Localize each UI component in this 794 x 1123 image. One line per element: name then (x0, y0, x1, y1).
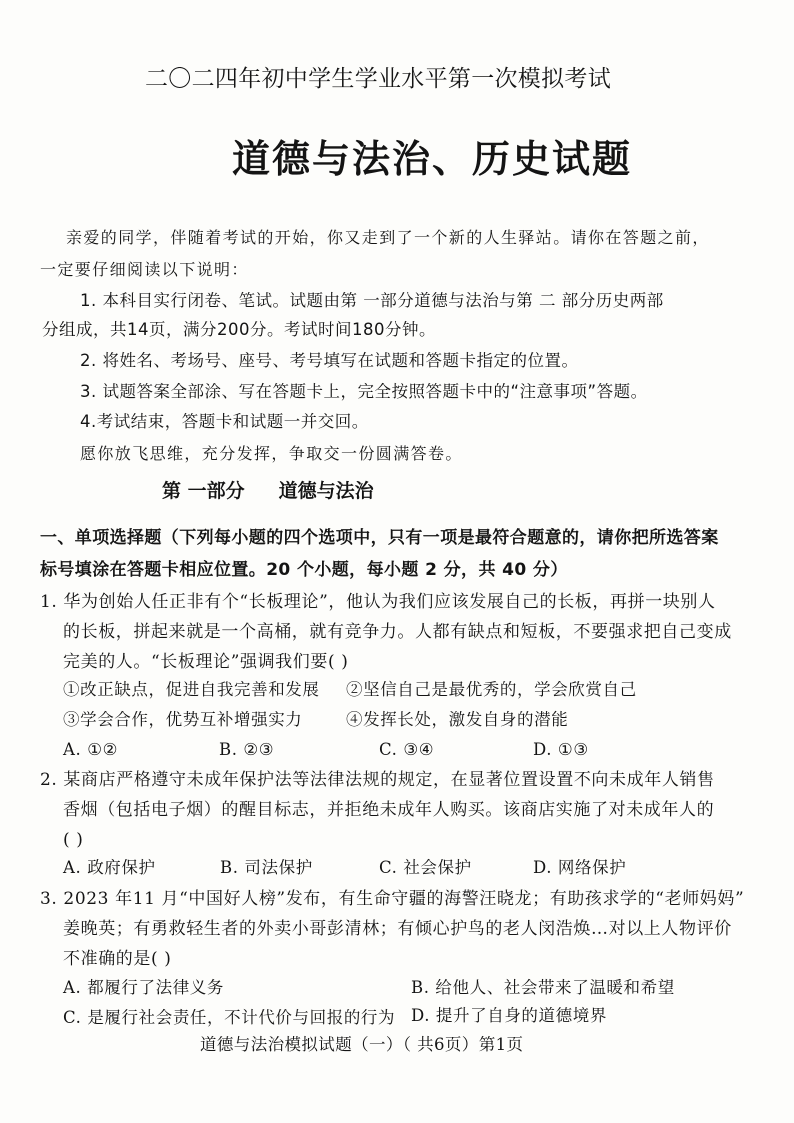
question-2-text: 香烟（包括电子烟）的醒目标志，并拒绝未成年人购买。该商店实施了对未成年人的 (63, 800, 715, 820)
question-1-text: 完美的人。“长板理论”强调我们要( ) (63, 652, 349, 672)
rule-item: 3. 试题答案全部涂、写在答题卡上，完全按照答题卡中的“注意事项”答题。 (80, 382, 648, 401)
page-footer: 道德与法治模拟试题（一）（ 共6页）第1页 (200, 1035, 524, 1054)
question-1-statement: ②坚信自己是最优秀的，学会欣赏自己 (346, 680, 637, 699)
question-1-text: 的长板，拼起来就是一个高桶，就有竞争力。人都有缺点和短板，不要强求把自己变成 (63, 622, 732, 642)
question-3-text: 不准确的是( ) (63, 949, 172, 969)
question-1-statement: ①改正缺点，促进自我完善和发展 (63, 680, 320, 699)
section-name: 道德与法治 (278, 480, 374, 502)
rule-item: 4.考试结束，答题卡和试题一并交回。 (80, 412, 369, 431)
section-title (162, 482, 374, 501)
rule-item: 1. 本科目实行闭卷、笔试。试题由第 一部分道德与法治与第 二 部分历史两部 (80, 291, 664, 310)
question-2-option-b: B. 司法保护 (220, 858, 313, 877)
rule-item: 2. 将姓名、考场号、座号、考号填写在试题和答题卡指定的位置。 (80, 351, 579, 370)
question-1-statement: ③学会合作，优势互补增强实力 (63, 710, 303, 729)
question-3-text: 姜晚英；有勇救轻生者的外卖小哥彭清林；有倾心护鸟的老人闵浩焕…对以上人物评价 (63, 919, 732, 939)
question-1-option-c: C. ③④ (379, 740, 435, 759)
intro-line: 一定要仔细阅读以下说明： (40, 260, 249, 279)
question-2-option-c: C. 社会保护 (379, 858, 472, 877)
question-2-text: ( ) (63, 830, 84, 850)
exam-name: 二〇二四年初中学生学业水平第一次模拟考试 (145, 66, 611, 92)
rule-item: 分组成，共14页，满分200分。考试时间180分钟。 (42, 320, 436, 339)
question-1-option-a: A. ①② (63, 740, 118, 759)
question-3-option-d: D. 提升了自身的道德境界 (411, 1006, 607, 1025)
instruction-line: 一、单项选择题（下列每小题的四个选项中，只有一项是最符合题意的，请你把所选答案 (40, 528, 719, 548)
question-2-text: 2. 某商店严格遵守未成年保护法等法律法规的规定，在显著位置设置不向未成年人销售 (40, 770, 715, 790)
question-3-option-b: B. 给他人、社会带来了温暖和希望 (411, 978, 675, 997)
intro-line: 亲爱的同学，伴随着考试的开始，你又走到了一个新的人生驿站。请你在答题之前， (66, 228, 710, 247)
question-3-option-c: C. 是履行社会责任，不计代价与回报的行为 (63, 1008, 396, 1027)
question-3-option-a: A. 都履行了法律义务 (63, 978, 225, 997)
wish-line: 愿你放飞思维，充分发挥，争取交一份圆满答卷。 (80, 444, 463, 463)
question-2-option-a: A. 政府保护 (63, 858, 156, 877)
instruction-line: 标号填涂在答题卡相应位置。20 个小题，每小题 2 分，共 40 分） (40, 560, 568, 580)
question-2-option-d: D. 网络保护 (533, 858, 627, 877)
question-1-statement: ④发挥长处，激发自身的潜能 (346, 710, 569, 729)
section-part: 第 一部分 (162, 480, 245, 502)
page-title: 道德与法治、历史试题 (232, 137, 633, 181)
question-1-text: 1. 华为创始人任正非有个“长板理论”，他认为我们应该发展自己的长板，再拼一块别人 (40, 592, 716, 612)
question-1-option-d: D. ①③ (533, 740, 589, 759)
question-3-text: 3. 2023 年11 月“中国好人榜”发布，有生命守疆的海警汪晓龙；有助孩求学的“老师妈妈” (40, 889, 745, 909)
question-1-option-b: B. ②③ (219, 740, 275, 759)
